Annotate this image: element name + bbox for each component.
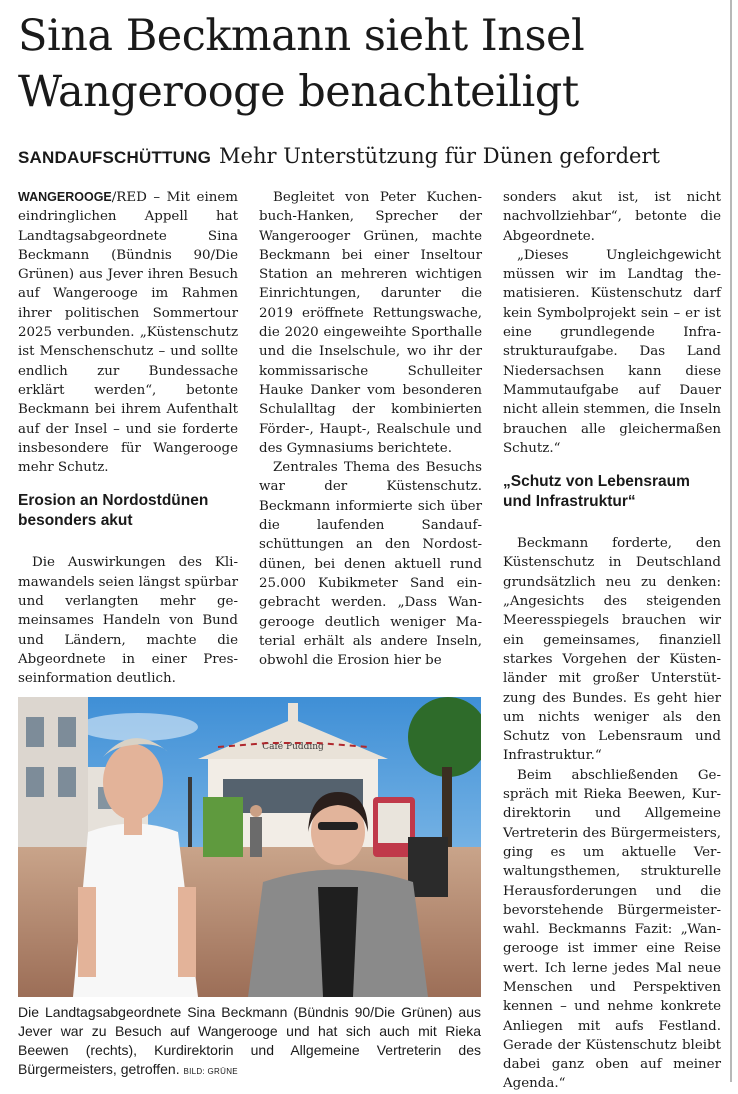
pavilion-sign: Café Pudding	[262, 742, 324, 752]
paragraph: „Dieses Ungleichgewicht müssen wir im Landtag thematisieren. Küstenschutz darf kein Symbolprojekt sein – er ist eine grundlegende Infrastrukturaufgabe. Das Land Niedersachsen kann diese Mammutaufgabe auf Dauer nicht allein stemmen, die Inseln brauchen alle gleichermaßen Schutz.“	[503, 247, 721, 456]
paragraph: Zentrales Thema des Besuchs war der Küstenschutz. Beckmann informierte sich über die laufenden Sandaufschüttungen an den Nordostdünen, bei denen aktuell rund 25.000 Kubikmeter Sand eingebracht werden. „Dass Wangerooge deutlich weniger Material erhält als andere Inseln, obwohl die Erosion hier be	[259, 460, 482, 669]
window	[26, 767, 44, 797]
paragraph-text: Mit einem eindringlichen Appell hat Landtagsabgeordnete Sina Beckmann (Bündnis 90/Die Grünen) aus Jever ihren Besuch auf Wangerooge im Rahmen ihrer politischen Sommertour 2025 verbunden. „Küstenschutz ist Menschenschutz – und sollte endlich zur Bundessache erklärt werden“, betonte Beckmann bei ihrem Aufenthalt auf der Insel – und sie forderte insbesondere für Wangerooge mehr Schutz.	[18, 190, 238, 476]
pedestrian	[250, 817, 262, 857]
paragraph: Beim abschließenden Gespräch mit Rieka Beewen, Kurdirektorin und Allgemeine Vertreterin des Bürgermeisters, ging es um aktuelle Verwaltungsthemen, strukturelle Herausforderungen und die bevorstehende Bürgermeisterwahl. Beckmanns Fazit: „Wangerooge ist immer eine Reise wert. Ich lerne jedes Mal neue Menschen und Perspektiven kennen – und nehme konkrete Anliegen mit aufs Festland. Gerade der Küstenschutz bleibt dabei ganz oben auf meiner Agenda.“	[503, 767, 721, 1092]
kicker: SANDAUFSCHÜTTUNG	[18, 148, 212, 167]
photo-caption	[18, 1003, 481, 1081]
person-right-glasses	[318, 822, 358, 830]
cloud	[78, 713, 198, 741]
photo-illustration	[18, 697, 481, 997]
page-divider	[730, 0, 732, 1082]
column-1	[18, 188, 238, 689]
caption-text: Die Landtagsabgeordnete Sina Beckmann (Bündnis 90/Die Grünen) aus Jever war zu Besuch auf Wangerooge und hat sich auch mit Rieka Beewen (rechts), Kurdirektorin und Allgemeine Vertreterin des Bürgermeisters, getroffen.	[18, 1004, 481, 1077]
column-3	[503, 188, 721, 1094]
subheading-schutz: „Schutz von Lebensraum und Infrastruktur“	[503, 473, 690, 511]
person-left-arm	[178, 887, 196, 977]
subtitle: Mehr Unterstützung für Dünen gefordert	[219, 144, 660, 168]
paragraph: sonders akut ist, ist nicht nachvollziehbar“, betonte die Abgeordnete.	[503, 190, 721, 244]
beach-chair-stripes	[378, 803, 410, 843]
subheading-erosion: Erosion an Nordostdünen besonders akut	[18, 492, 209, 530]
paragraph: Begleitet von Peter Kuchenbuch-Hanken, Sprecher der Wangerooger Grünen, machte Beckmann bei einer Inseltour Station an mehreren wichtigen Einrichtungen, darunter die 2019 eröffnete Rettungswache, die 2020 eingeweihte Sporthalle und die Inselschule, wo ihr der kommissarische Schulleiter Hauke Danker vom besonderen Schulalltag der kombinierten Förder-, Haupt-, Realschule und des Gymnasiums berichtete.	[259, 190, 482, 456]
paragraph: Die Auswirkungen des Klimawandels seien längst spürbar und verlangten mehr gemeinsames Handeln von Bund und Ländern, machte die Abgeordnete in einer Presseinformation deutlich.	[18, 555, 238, 687]
person-left-neck	[124, 815, 142, 835]
bushes	[203, 797, 243, 857]
photo-credit: BILD: GRÜNE	[183, 1067, 238, 1076]
article-photo	[18, 697, 481, 997]
menu-board	[408, 837, 448, 897]
headline-line-1: Sina Beckmann sieht Insel	[18, 11, 585, 61]
person-left-face	[103, 744, 163, 820]
headline	[18, 8, 718, 120]
person-right-top	[318, 887, 358, 997]
window	[26, 717, 44, 747]
person-left-arm	[78, 887, 96, 977]
paragraph	[18, 188, 238, 477]
paragraph: Beckmann forderte, den Küstenschutz in Deutschland grundsätzlich neu zu denken: „Angesichts des steigenden Meeresspiegels brauchen wir ein gemeinsames, finanziell starkes Vorgehen der Küstenländer mit großer Unterstützung des Bundes. Es geht hier um nichts weniger als den Schutz von Lebensraum und Infrastruktur.“	[503, 536, 721, 764]
agency: /RED –	[111, 190, 167, 205]
window	[58, 717, 76, 747]
pedestrian-head	[250, 805, 262, 817]
pavilion-tower	[288, 703, 298, 721]
window	[58, 767, 76, 797]
headline-line-2: Wangerooge benachteiligt	[18, 67, 579, 117]
column-2	[259, 188, 482, 670]
subline	[18, 144, 728, 168]
dateline: WANGEROOGE	[18, 190, 112, 204]
